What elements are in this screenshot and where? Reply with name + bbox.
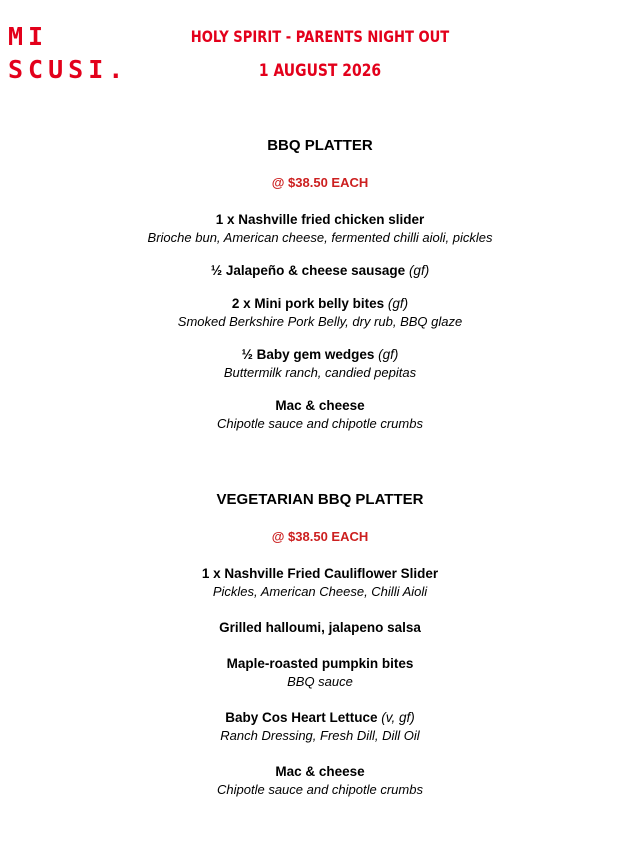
brand-logo [8,20,128,86]
item-description: Ranch Dressing, Fresh Dill, Dill Oil [220,728,420,743]
price-label: @ $38.50 EACH [271,529,369,544]
event-date: 1 AUGUST 2026 [258,61,382,81]
logo-line-1: MI [8,22,49,51]
menu-item [0,654,640,691]
dietary-tag: (gf) [408,263,430,278]
menu-item [0,762,640,799]
item-name: Mac & cheese [275,764,365,779]
menu-item [0,210,640,247]
item-description: Chipotle sauce and chipotle crumbs [217,416,423,431]
menu-item [0,618,640,637]
dietary-tag: (gf) [378,347,399,362]
item-description: Buttermilk ranch, candied pepitas [223,365,417,380]
item-description: BBQ sauce [287,674,353,689]
menu-item [0,564,640,601]
price-label: @ $38.50 EACH [271,175,369,190]
item-name: ½ Baby gem wedges (gf) [241,347,399,362]
item-name: Maple-roasted pumpkin bites [226,656,414,671]
item-name: 1 x Nashville Fried Cauliflower Slider [201,566,439,581]
bbq-platter-section [0,136,640,433]
item-description: Brioche bun, American cheese, fermented chilli aioli, pickles [147,230,493,245]
section-title: VEGETARIAN BBQ PLATTER [216,491,424,508]
section-title: BBQ PLATTER [267,137,373,154]
item-name: Grilled halloumi, jalapeno salsa [219,620,421,635]
item-description: Pickles, American Cheese, Chilli Aioli [212,584,428,599]
item-description: Chipotle sauce and chipotle crumbs [217,782,423,797]
item-description: Smoked Berkshire Pork Belly, dry rub, BBQ glaze [177,314,463,329]
event-header [150,24,490,84]
item-name: 2 x Mini pork belly bites (gf) [231,296,409,311]
item-name: 1 x Nashville fried chicken slider [215,212,425,227]
menu-item [0,708,640,745]
event-title: HOLY SPIRIT - PARENTS NIGHT OUT [190,27,450,46]
dietary-tag: (gf) [387,296,409,311]
dietary-tag: (v, gf) [381,710,415,725]
menu-item [0,261,640,280]
item-name: ½ Jalapeño & cheese sausage (gf) [210,263,430,278]
menu-item [0,345,640,382]
menu-item [0,294,640,331]
logo-line-2: SCUSI. [8,55,129,84]
item-name: Mac & cheese [275,398,365,413]
vegetarian-bbq-platter-section [0,490,640,799]
menu-item [0,396,640,433]
item-name: Baby Cos Heart Lettuce (v, gf) [225,710,415,725]
